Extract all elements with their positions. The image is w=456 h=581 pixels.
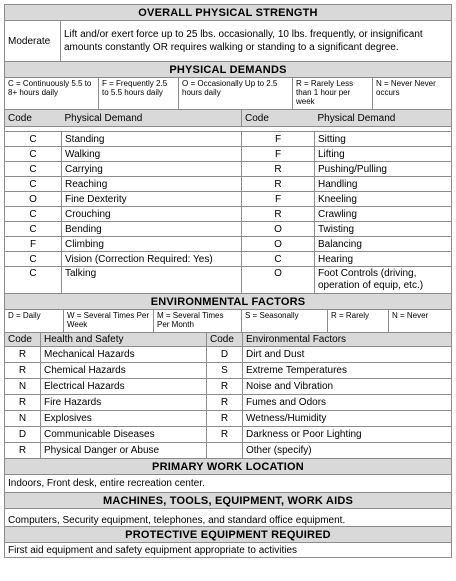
strength-level: Moderate (5, 21, 61, 62)
table-row-factor: Fire Hazards (41, 395, 207, 411)
env-col-code-2: Code (207, 333, 243, 347)
env-col-health: Health and Safety (41, 333, 207, 347)
legend-rarely: R = Rarely Less than 1 hour per week (293, 78, 373, 110)
overall-strength-header: OVERALL PHYSICAL STRENGTH (5, 5, 452, 21)
table-row-code: R (5, 363, 41, 379)
overall-strength-table (4, 4, 452, 62)
table-row-code: O (242, 222, 315, 237)
protective-equipment-table (4, 526, 452, 558)
table-row-code: C (5, 207, 62, 222)
table-row-code: C (242, 252, 315, 267)
table-row-demand: Carrying (62, 162, 242, 177)
table-row-factor: Dirt and Dust (243, 347, 452, 363)
table-row-code: S (207, 363, 243, 379)
table-row-code: R (5, 443, 41, 459)
table-row-factor: Explosives (41, 411, 207, 427)
table-row-demand: Sitting (315, 132, 452, 147)
env-legend-seasonally: S = Seasonally (242, 310, 328, 333)
table-row-factor: Mechanical Hazards (41, 347, 207, 363)
table-row-factor: Darkness or Poor Lighting (243, 427, 452, 443)
table-row-code: C (5, 267, 62, 294)
table-row-code: R (207, 395, 243, 411)
table-row-demand: Hearing (315, 252, 452, 267)
table-row-code: R (5, 347, 41, 363)
machines-header: MACHINES, TOOLS, EQUIPMENT, WORK AIDS (5, 493, 452, 509)
table-row-code: F (5, 237, 62, 252)
table-row-demand: Pushing/Pulling (315, 162, 452, 177)
table-row-code: C (5, 177, 62, 192)
strength-description: Lift and/or exert force up to 25 lbs. occasionally, 10 lbs. frequently, or insignificant amounts constantly OR requires walking or standing to a significant degree. (61, 21, 452, 62)
machines-text: Computers, Security equipment, telephones, and standard office equipment. (5, 509, 452, 527)
table-row-code: C (5, 132, 62, 147)
table-row-code: C (5, 162, 62, 177)
legend-never: N = Never Never occurs (373, 78, 452, 110)
table-row-demand: Kneeling (315, 192, 452, 207)
table-row-code: R (242, 207, 315, 222)
env-legend-daily: D = Daily (5, 310, 64, 333)
table-row-demand: Fine Dexterity (62, 192, 242, 207)
machines-table (4, 492, 452, 527)
table-row-factor: Communicable Diseases (41, 427, 207, 443)
table-row-demand: Standing (62, 132, 242, 147)
physical-col-demand-2: Physical Demand (315, 110, 452, 127)
table-row-factor: Wetness/Humidity (243, 411, 452, 427)
table-row-code: C (5, 147, 62, 162)
table-row-code: N (5, 379, 41, 395)
table-row-demand: Bending (62, 222, 242, 237)
table-row-code (207, 443, 243, 459)
table-row-demand: Foot Controls (driving, operation of equip, etc.) (315, 267, 452, 294)
table-row-code: O (242, 267, 315, 294)
legend-continuously: C = Continuously 5.5 to 8+ hours daily (5, 78, 99, 110)
table-row-code: F (242, 132, 315, 147)
table-row-demand: Twisting (315, 222, 452, 237)
legend-frequently: F = Frequently 2.5 to 5.5 hours daily (99, 78, 179, 110)
table-row-code: R (242, 162, 315, 177)
env-col-code-1: Code (5, 333, 41, 347)
table-row-code: R (242, 177, 315, 192)
physical-demands-header: PHYSICAL DEMANDS (5, 62, 452, 78)
env-legend-rarely: R = Rarely (328, 310, 389, 333)
table-row-code: R (207, 379, 243, 395)
table-row-factor: Physical Danger or Abuse (41, 443, 207, 459)
work-location-table (4, 458, 452, 493)
table-row-demand: Lifting (315, 147, 452, 162)
table-row-demand: Crouching (62, 207, 242, 222)
table-row-code: O (242, 237, 315, 252)
env-legend-weekly: W = Several Times Per Week (64, 310, 154, 333)
physical-demands-legend-table (4, 61, 452, 110)
table-row-demand: Climbing (62, 237, 242, 252)
table-row-demand: Vision (Correction Required: Yes) (62, 252, 242, 267)
table-row-demand: Reaching (62, 177, 242, 192)
protective-equipment-text: First aid equipment and safety equipment appropriate to activities (5, 543, 452, 558)
environmental-legend-table (4, 293, 452, 333)
table-row-factor: Fumes and Odors (243, 395, 452, 411)
work-location-text: Indoors, Front desk, entire recreation center. (5, 475, 452, 493)
table-row-code: C (5, 222, 62, 237)
work-location-header: PRIMARY WORK LOCATION (5, 459, 452, 475)
table-row-code: C (5, 252, 62, 267)
protective-equipment-header: PROTECTIVE EQUIPMENT REQUIRED (5, 527, 452, 543)
env-col-env: Environmental Factors (243, 333, 452, 347)
table-row-demand: Handling (315, 177, 452, 192)
table-row-code: D (207, 347, 243, 363)
environmental-table (4, 332, 452, 459)
table-row-code: R (207, 427, 243, 443)
legend-occasionally: O = Occasionally Up to 2.5 hours daily (179, 78, 293, 110)
table-row-factor: Other (specify) (243, 443, 452, 459)
env-legend-monthly: M = Several Times Per Month (154, 310, 242, 333)
table-row-factor: Chemical Hazards (41, 363, 207, 379)
environmental-header: ENVIRONMENTAL FACTORS (5, 294, 452, 310)
table-row-factor: Extreme Temperatures (243, 363, 452, 379)
table-row-demand: Talking (62, 267, 242, 294)
table-row-demand: Crawling (315, 207, 452, 222)
physical-demands-table (4, 109, 452, 294)
table-row-demand: Walking (62, 147, 242, 162)
table-row-code: D (5, 427, 41, 443)
table-row-demand: Balancing (315, 237, 452, 252)
table-row-code: F (242, 192, 315, 207)
table-row-code: O (5, 192, 62, 207)
table-row-code: R (5, 395, 41, 411)
table-row-code: R (207, 411, 243, 427)
physical-col-demand-1: Physical Demand (62, 110, 242, 127)
physical-col-code-2: Code (242, 110, 315, 127)
table-row-code: N (5, 411, 41, 427)
table-row-code: F (242, 147, 315, 162)
table-row-factor: Electrical Hazards (41, 379, 207, 395)
physical-col-code-1: Code (5, 110, 62, 127)
table-row-factor: Noise and Vibration (243, 379, 452, 395)
env-legend-never: N = Never (389, 310, 452, 333)
job-requirements-form (4, 4, 452, 558)
